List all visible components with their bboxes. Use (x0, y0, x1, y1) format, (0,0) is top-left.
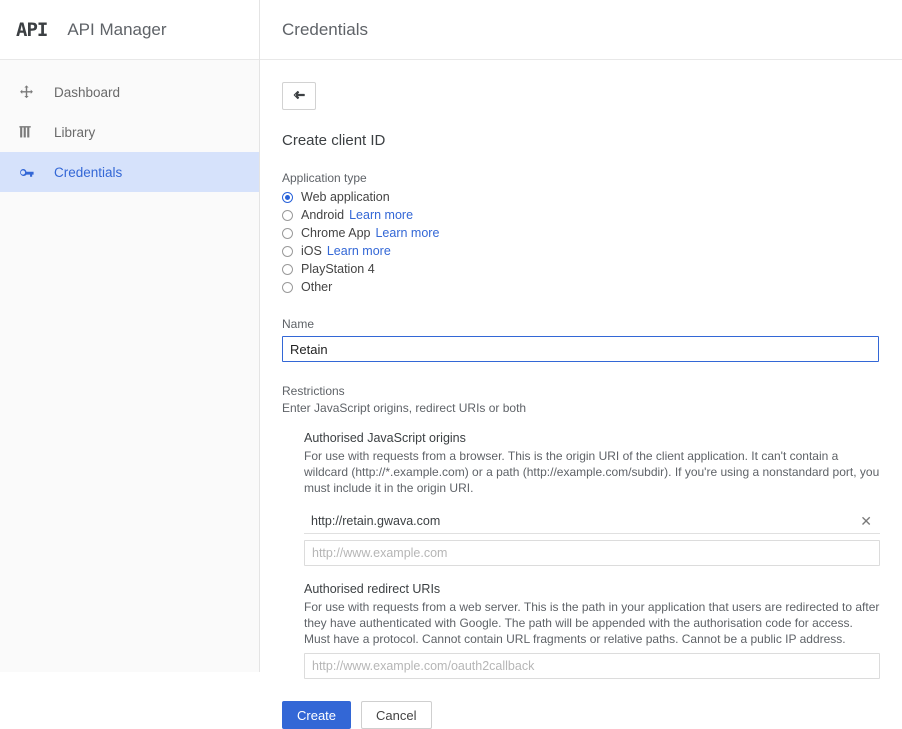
radio-option-other[interactable] (282, 279, 880, 295)
radio-label: iOS (301, 244, 322, 258)
sidebar-nav (0, 60, 259, 192)
redirect-uris-title: Authorised redirect URIs (304, 582, 441, 596)
radio-label: Chrome App (301, 226, 371, 240)
sidebar-item-dashboard[interactable] (0, 72, 259, 112)
name-label: Name (282, 317, 315, 331)
radio-indicator[interactable] (282, 264, 293, 275)
sidebar-item-label: Credentials (54, 164, 123, 180)
dashboard-icon (18, 84, 44, 101)
sidebar-item-label: Library (54, 124, 96, 140)
radio-option-chrome-app[interactable] (282, 225, 880, 241)
application-type-label: Application type (282, 171, 367, 185)
cancel-button[interactable]: Cancel (361, 701, 431, 729)
sidebar (0, 0, 260, 672)
name-input[interactable] (282, 336, 879, 362)
radio-indicator[interactable] (282, 228, 293, 239)
sidebar-item-credentials[interactable] (0, 152, 259, 192)
radio-indicator[interactable] (282, 246, 293, 257)
redirect-uris-description: For use with requests from a web server. This is the path in your application that users are redirected to after they have authenticated with Google. The path will be appended with the authorisation code for access. Must have a protocol. Cannot contain URL fragments or relative paths. Cannot be a public IP address. (304, 600, 880, 646)
radio-indicator[interactable] (282, 210, 293, 221)
learn-more-link-chrome-app[interactable]: Learn more (375, 226, 440, 240)
radio-label: Other (301, 280, 333, 294)
key-icon (18, 164, 44, 181)
form-actions (282, 701, 880, 729)
restrictions-description: Enter JavaScript origins, redirect URIs or both (282, 401, 527, 415)
radio-option-ios[interactable] (282, 243, 880, 259)
main-header (260, 0, 902, 60)
learn-more-link-android[interactable]: Learn more (349, 208, 414, 222)
back-arrow-icon (291, 88, 308, 105)
javascript-origin-value: http://retain.gwava.com (311, 513, 441, 528)
radio-option-android[interactable] (282, 207, 880, 223)
app-title: API Manager (67, 19, 167, 39)
redirect-uri-input[interactable] (304, 653, 880, 679)
create-client-id-title: Create client ID (282, 132, 386, 149)
javascript-origin-entry (304, 508, 880, 534)
radio-option-web-application[interactable] (282, 189, 880, 205)
brand (0, 0, 259, 60)
create-button[interactable]: Create (282, 701, 351, 729)
radio-label: PlayStation 4 (301, 262, 375, 276)
radio-indicator[interactable] (282, 282, 293, 293)
library-icon (18, 124, 44, 141)
javascript-origins-description: For use with requests from a browser. This is the origin URI of the client application. It can't contain a wildcard (http://*.example.com) or a path (http://example.com/subdir). If you're using a nonstandard port, you must include it in the origin URI. (304, 449, 880, 495)
sidebar-item-library[interactable] (0, 112, 259, 152)
javascript-origins-block (304, 431, 880, 566)
content (260, 60, 902, 729)
sidebar-item-label: Dashboard (54, 84, 121, 100)
radio-indicator[interactable] (282, 192, 293, 203)
back-button[interactable] (282, 82, 316, 110)
radio-label: Web application (301, 190, 390, 204)
javascript-origins-title: Authorised JavaScript origins (304, 431, 466, 445)
page-title: Credentials (282, 19, 368, 39)
application-type-radio-group (282, 189, 880, 295)
main-panel (260, 0, 902, 723)
api-logo: API (16, 18, 48, 41)
close-icon[interactable]: ✕ (860, 512, 872, 529)
restrictions-label: Restrictions (282, 384, 345, 398)
radio-option-playstation-4[interactable] (282, 261, 880, 277)
learn-more-link-ios[interactable]: Learn more (326, 244, 391, 258)
javascript-origin-input[interactable] (304, 540, 880, 566)
radio-label: Android (301, 208, 345, 222)
redirect-uris-block (304, 582, 880, 679)
